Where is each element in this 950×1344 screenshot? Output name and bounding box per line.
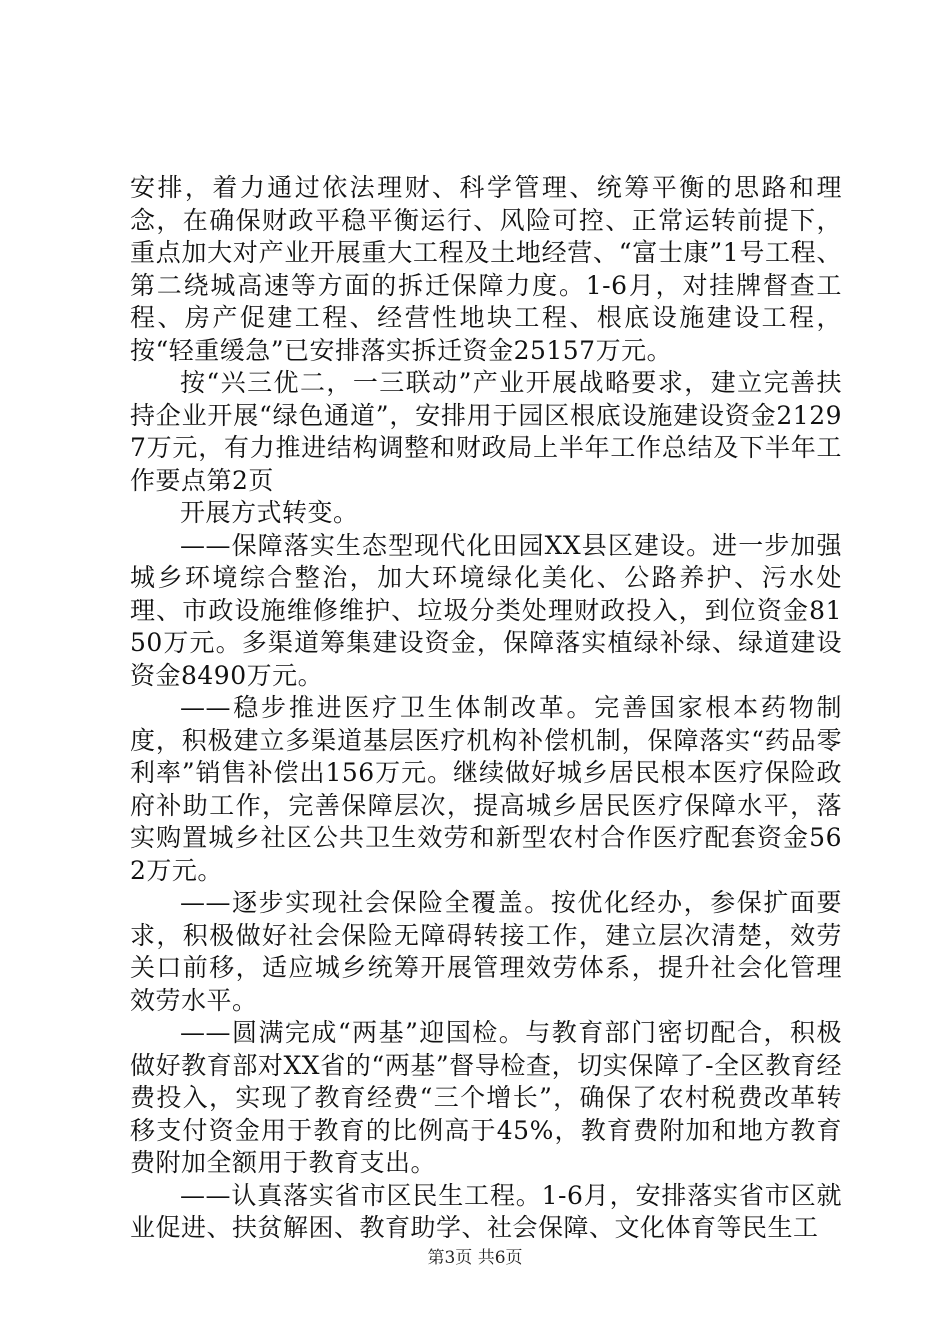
paragraph-mode-transformation: 开展方式转变。 — [180, 498, 359, 527]
paragraph-eco-construction: ——保障落实生态型现代化田园XX县区建设。进一步加强城乡环境综合整治，加大环境绿化美化、公路养护、污水处理、市政设施维修维护、垃圾分类处理财政投入，到位资金8150万元。多渠道筹集建设资金，保障落实植绿补绿、绿道建设资金8490万元。 — [130, 530, 842, 690]
document-body — [130, 172, 842, 1245]
paragraph-education-inspection: ——圆满完成“两基”迎国检。与教育部门密切配合，积极做好教育部对XX省的“两基”督导检查，切实保障了-全区教育经费投入，实现了教育经费“三个增长”，确保了农村税费改革转移支付资金用于教育的比例高于45%，教育费附加和地方教育费附加全额用于教育支出。 — [130, 1018, 842, 1177]
page-number-footer: 第3页 共6页 — [427, 1248, 523, 1268]
paragraph-demolition-funds: 安排，着力通过依法理财、科学管理、统筹平衡的思路和理念，在确保财政平稳平衡运行、风险可控、正常运转前提下，重点加大对产业开展重大工程及土地经营、“富士康”1号工程、第二绕城高速等方面的拆迁保障力度。1-6月，对挂牌督查工程、房产促建工程、经营性地块工程、根底设施建设工程，按“轻重缓急”已安排落实拆迁资金25157万元。 — [130, 173, 842, 365]
paragraph-industry-strategy: 按“兴三优二，一三联动”产业开展战略要求，建立完善扶持企业开展“绿色通道”，安排用于园区根底设施建设资金21297万元，有力推进结构调整和财政局上半年工作总结及下半年工作要点第2页 — [130, 368, 842, 495]
paragraph-livelihood-projects: ——认真落实省市区民生工程。1-6月，安排落实省市区就业促进、扶贫解困、教育助学、社会保障、文化体育等民生工 — [130, 1180, 842, 1242]
paragraph-healthcare-reform: ——稳步推进医疗卫生体制改革。完善国家根本药物制度，积极建立多渠道基层医疗机构补偿机制，保障落实“药品零利率”销售补偿出156万元。继续做好城乡居民根本医疗保险政府补助工作，完善保障层次，提高城乡居民医疗保障水平，落实购置城乡社区公共卫生效劳和新型农村合作医疗配套资金562万元。 — [130, 693, 842, 885]
paragraph-social-insurance: ——逐步实现社会保险全覆盖。按优化经办，参保扩面要求，积极做好社会保险无障碍转接工作，建立层次清楚，效劳关口前移，适应城乡统筹开展管理效劳体系，提升社会化管理效劳水平。 — [130, 888, 842, 1015]
